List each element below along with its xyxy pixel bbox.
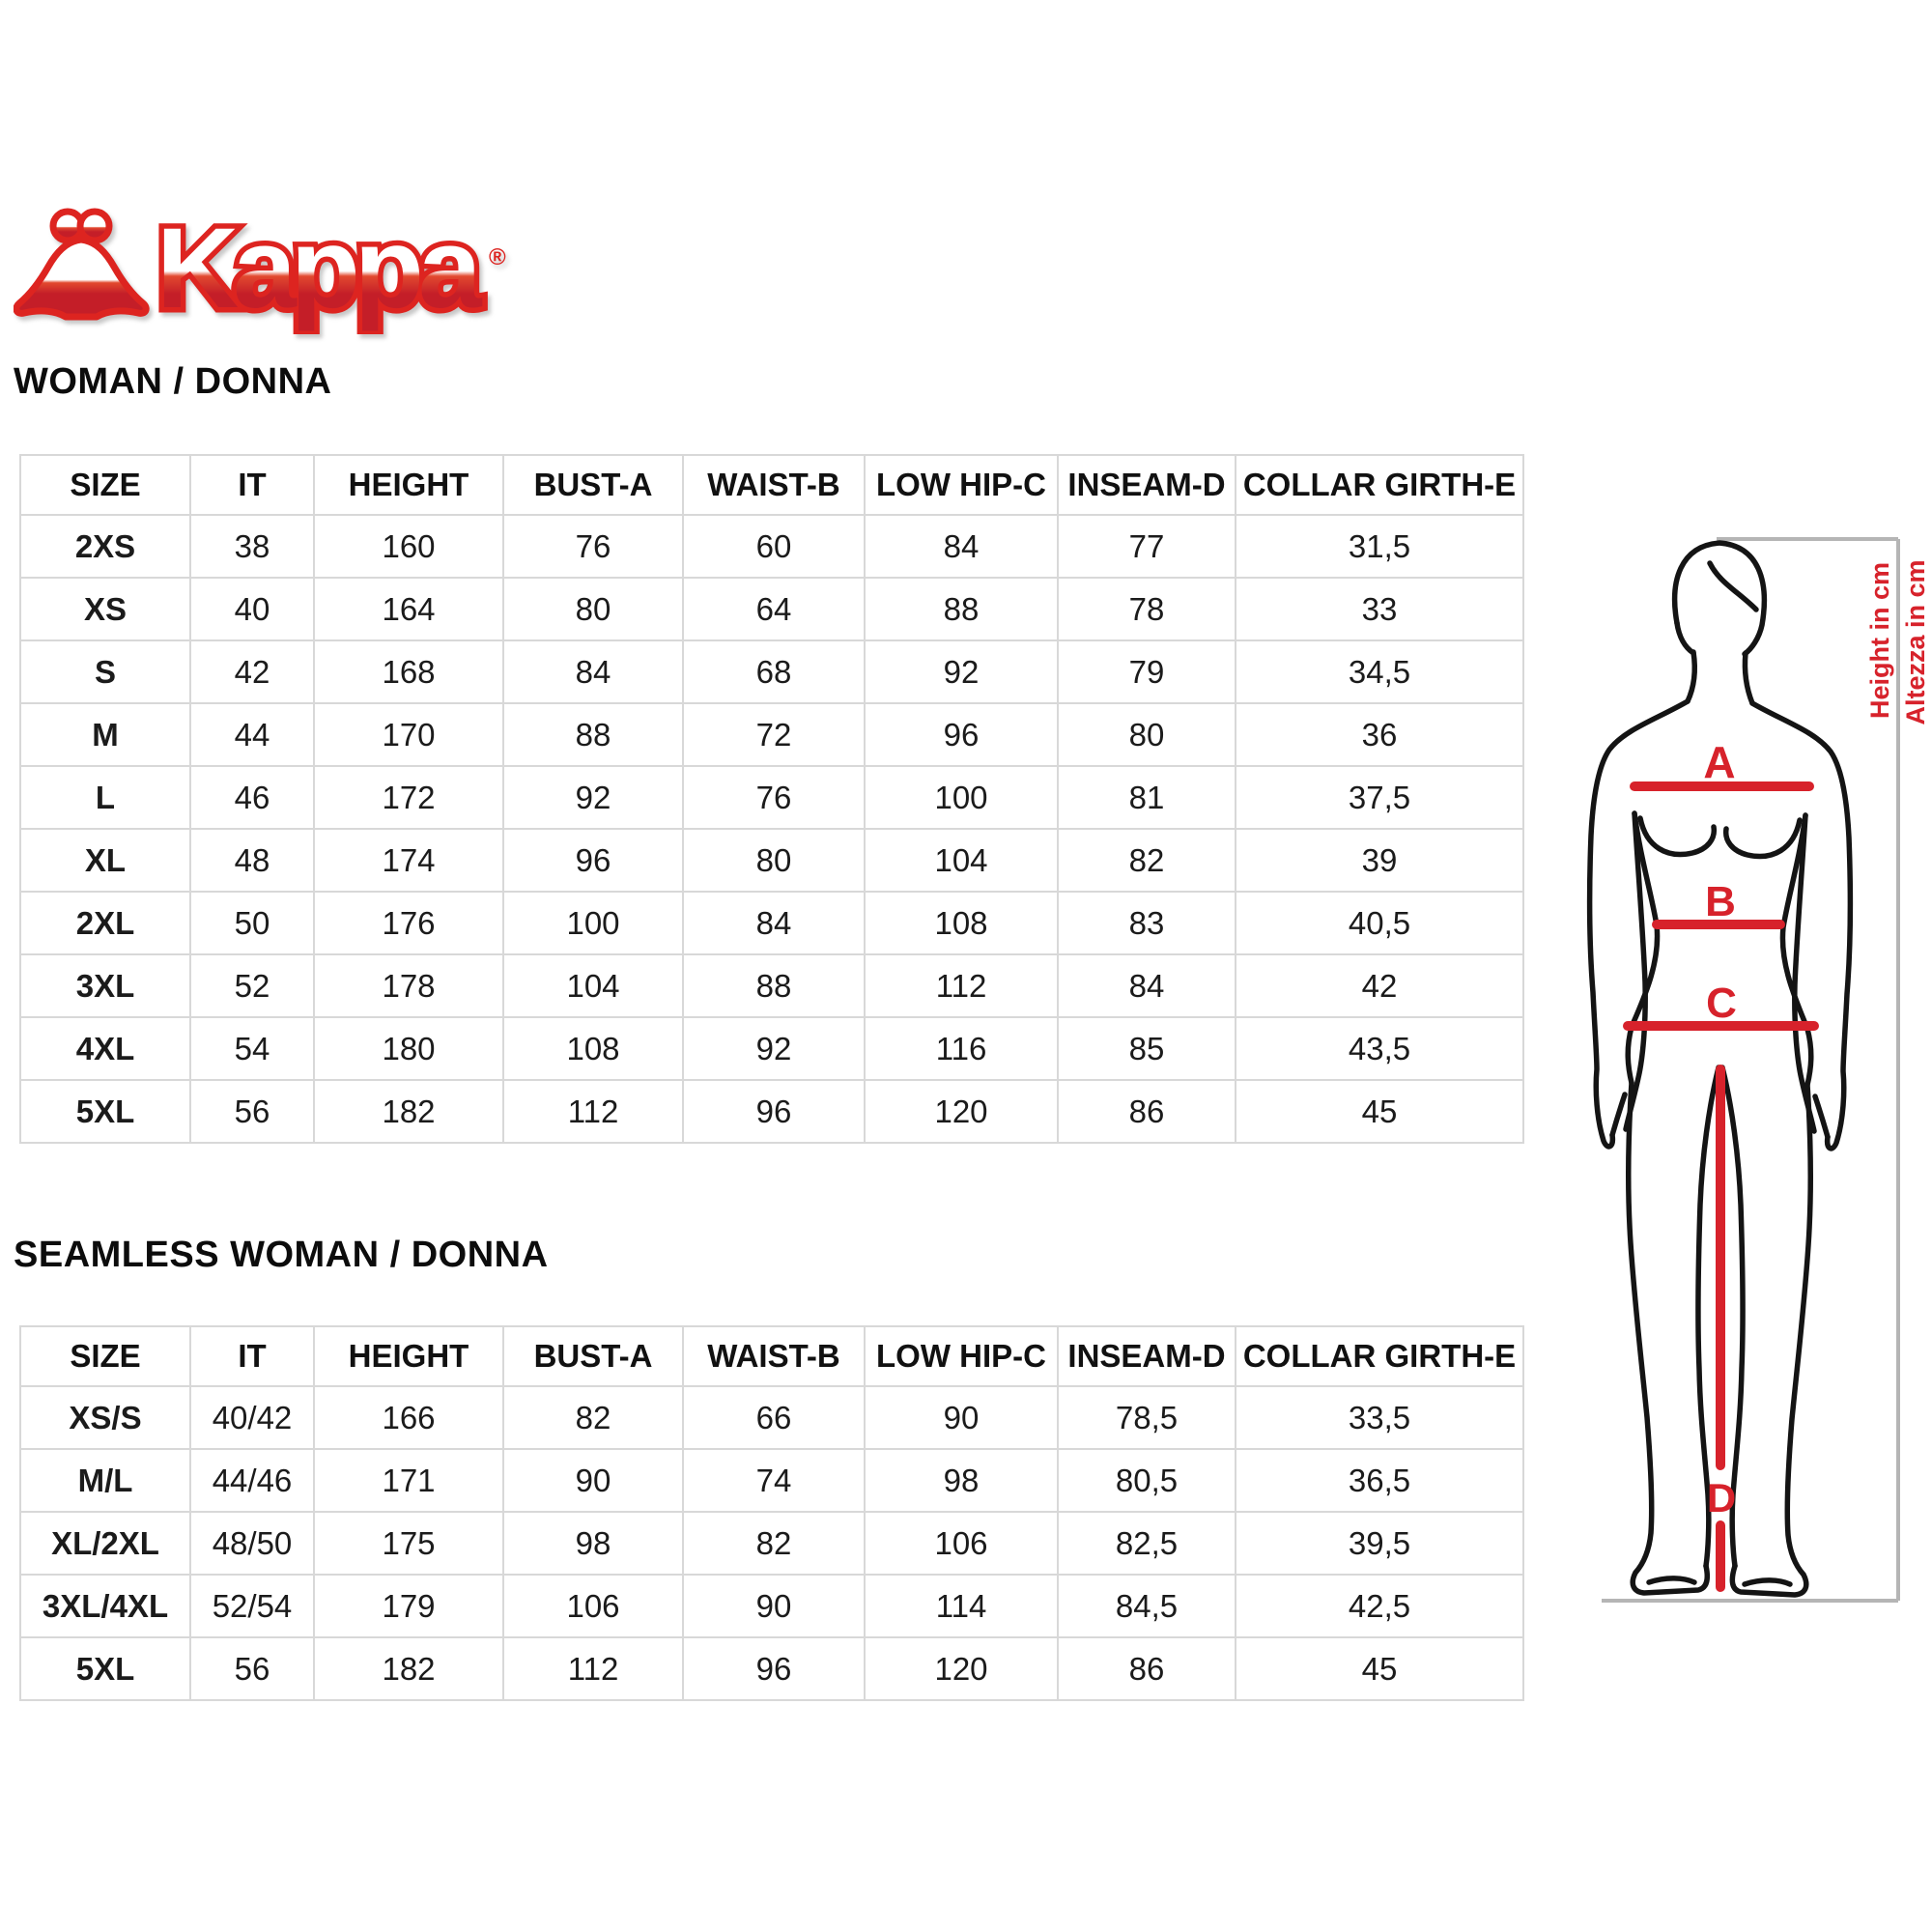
value-cell: 36,5 [1236,1449,1523,1512]
column-header: BUST-A [503,1326,683,1386]
table-row [20,1080,1523,1143]
value-cell: 92 [503,766,683,829]
column-header: INSEAM-D [1058,455,1236,515]
value-cell: 171 [314,1449,503,1512]
value-cell: 54 [190,1017,314,1080]
column-header: SIZE [20,455,190,515]
table-row [20,1575,1523,1637]
value-cell: 82,5 [1058,1512,1236,1575]
inseam-label: D [1706,1475,1737,1520]
header-row [20,1326,1523,1386]
value-cell: 44/46 [190,1449,314,1512]
value-cell: 42,5 [1236,1575,1523,1637]
altezza-in-cm-label: Altezza in cm [1901,559,1930,725]
kappa-logo-graphic [14,189,516,334]
value-cell: 86 [1058,1080,1236,1143]
value-cell: 175 [314,1512,503,1575]
size-cell: S [20,640,190,703]
value-cell: 92 [865,640,1058,703]
table-row [20,578,1523,640]
value-cell: 52 [190,954,314,1017]
value-cell: 88 [865,578,1058,640]
value-cell: 39 [1236,829,1523,892]
value-cell: 46 [190,766,314,829]
value-cell: 80 [503,578,683,640]
value-cell: 84 [865,515,1058,578]
size-cell: XS/S [20,1386,190,1449]
value-cell: 39,5 [1236,1512,1523,1575]
value-cell: 106 [503,1575,683,1637]
value-cell: 31,5 [1236,515,1523,578]
table-row [20,1637,1523,1700]
height-in-cm-label: Height in cm [1865,561,1894,720]
value-cell: 90 [683,1575,865,1637]
value-cell: 45 [1236,1637,1523,1700]
column-header: INSEAM-D [1058,1326,1236,1386]
table-row [20,640,1523,703]
table-row [20,829,1523,892]
value-cell: 108 [865,892,1058,954]
size-cell: 2XL [20,892,190,954]
value-cell: 112 [503,1637,683,1700]
column-header: IT [190,1326,314,1386]
size-cell: M/L [20,1449,190,1512]
size-cell: 5XL [20,1637,190,1700]
value-cell: 33,5 [1236,1386,1523,1449]
value-cell: 72 [683,703,865,766]
table-row [20,1512,1523,1575]
bust-label: A [1703,737,1736,787]
value-cell: 45 [1236,1080,1523,1143]
value-cell: 112 [503,1080,683,1143]
waist-label: B [1705,878,1736,925]
value-cell: 38 [190,515,314,578]
size-cell: 5XL [20,1080,190,1143]
value-cell: 79 [1058,640,1236,703]
value-cell: 114 [865,1575,1058,1637]
value-cell: 42 [190,640,314,703]
seamless-section-heading: SEAMLESS WOMAN / DONNA [14,1235,549,1275]
column-header: WAIST-B [683,455,865,515]
value-cell: 78,5 [1058,1386,1236,1449]
size-cell: M [20,703,190,766]
value-cell: 100 [865,766,1058,829]
value-cell: 104 [865,829,1058,892]
value-cell: 76 [683,766,865,829]
measurement-figure [1584,526,1932,1623]
value-cell: 77 [1058,515,1236,578]
value-cell: 85 [1058,1017,1236,1080]
column-header: BUST-A [503,455,683,515]
registered-mark: ® [489,244,506,270]
value-cell: 172 [314,766,503,829]
value-cell: 108 [503,1017,683,1080]
value-cell: 42 [1236,954,1523,1017]
value-cell: 178 [314,954,503,1017]
value-cell: 82 [1058,829,1236,892]
value-cell: 84,5 [1058,1575,1236,1637]
size-cell: XL/2XL [20,1512,190,1575]
value-cell: 88 [683,954,865,1017]
value-cell: 56 [190,1637,314,1700]
value-cell: 76 [503,515,683,578]
column-header: COLLAR GIRTH-E [1236,455,1523,515]
column-header: WAIST-B [683,1326,865,1386]
value-cell: 82 [503,1386,683,1449]
value-cell: 90 [503,1449,683,1512]
value-cell: 80,5 [1058,1449,1236,1512]
value-cell: 164 [314,578,503,640]
value-cell: 120 [865,1080,1058,1143]
value-cell: 48 [190,829,314,892]
size-cell: XL [20,829,190,892]
size-cell: 3XL/4XL [20,1575,190,1637]
value-cell: 80 [1058,703,1236,766]
size-cell: L [20,766,190,829]
value-cell: 33 [1236,578,1523,640]
value-cell: 78 [1058,578,1236,640]
table-row [20,892,1523,954]
column-header: SIZE [20,1326,190,1386]
value-cell: 96 [865,703,1058,766]
value-cell: 40,5 [1236,892,1523,954]
value-cell: 68 [683,640,865,703]
table-row [20,954,1523,1017]
value-cell: 64 [683,578,865,640]
table-row [20,1449,1523,1512]
woman-section-heading: WOMAN / DONNA [14,361,332,402]
value-cell: 48/50 [190,1512,314,1575]
column-header: HEIGHT [314,1326,503,1386]
value-cell: 160 [314,515,503,578]
value-cell: 34,5 [1236,640,1523,703]
value-cell: 86 [1058,1637,1236,1700]
value-cell: 84 [683,892,865,954]
value-cell: 43,5 [1236,1017,1523,1080]
column-header: HEIGHT [314,455,503,515]
value-cell: 83 [1058,892,1236,954]
value-cell: 180 [314,1017,503,1080]
value-cell: 182 [314,1637,503,1700]
column-header: COLLAR GIRTH-E [1236,1326,1523,1386]
kappa-omini-icon [16,212,146,317]
value-cell: 52/54 [190,1575,314,1637]
size-cell: 2XS [20,515,190,578]
value-cell: 90 [865,1386,1058,1449]
value-cell: 176 [314,892,503,954]
value-cell: 170 [314,703,503,766]
value-cell: 74 [683,1449,865,1512]
kappa-logo [14,189,516,334]
value-cell: 60 [683,515,865,578]
table-row [20,1386,1523,1449]
value-cell: 37,5 [1236,766,1523,829]
seamless-size-table [19,1325,1524,1701]
column-header: IT [190,455,314,515]
value-cell: 104 [503,954,683,1017]
value-cell: 106 [865,1512,1058,1575]
value-cell: 81 [1058,766,1236,829]
value-cell: 96 [503,829,683,892]
value-cell: 96 [683,1080,865,1143]
value-cell: 40 [190,578,314,640]
value-cell: 82 [683,1512,865,1575]
size-cell: 4XL [20,1017,190,1080]
value-cell: 88 [503,703,683,766]
value-cell: 40/42 [190,1386,314,1449]
value-cell: 116 [865,1017,1058,1080]
column-header: LOW HIP-C [865,1326,1058,1386]
table-row [20,703,1523,766]
low-hip-label: C [1706,980,1737,1027]
value-cell: 120 [865,1637,1058,1700]
size-cell: 3XL [20,954,190,1017]
kappa-wordmark: Kappa [156,205,476,332]
size-cell: XS [20,578,190,640]
value-cell: 182 [314,1080,503,1143]
value-cell: 166 [314,1386,503,1449]
header-row [20,455,1523,515]
value-cell: 84 [503,640,683,703]
table-row [20,515,1523,578]
value-cell: 66 [683,1386,865,1449]
value-cell: 179 [314,1575,503,1637]
value-cell: 98 [865,1449,1058,1512]
value-cell: 56 [190,1080,314,1143]
value-cell: 50 [190,892,314,954]
value-cell: 112 [865,954,1058,1017]
column-header: LOW HIP-C [865,455,1058,515]
table-row [20,766,1523,829]
value-cell: 80 [683,829,865,892]
value-cell: 100 [503,892,683,954]
value-cell: 92 [683,1017,865,1080]
value-cell: 98 [503,1512,683,1575]
table-row [20,1017,1523,1080]
value-cell: 96 [683,1637,865,1700]
woman-size-table [19,454,1524,1144]
value-cell: 44 [190,703,314,766]
value-cell: 36 [1236,703,1523,766]
value-cell: 84 [1058,954,1236,1017]
measurement-lines [1628,737,1814,1587]
value-cell: 174 [314,829,503,892]
value-cell: 168 [314,640,503,703]
